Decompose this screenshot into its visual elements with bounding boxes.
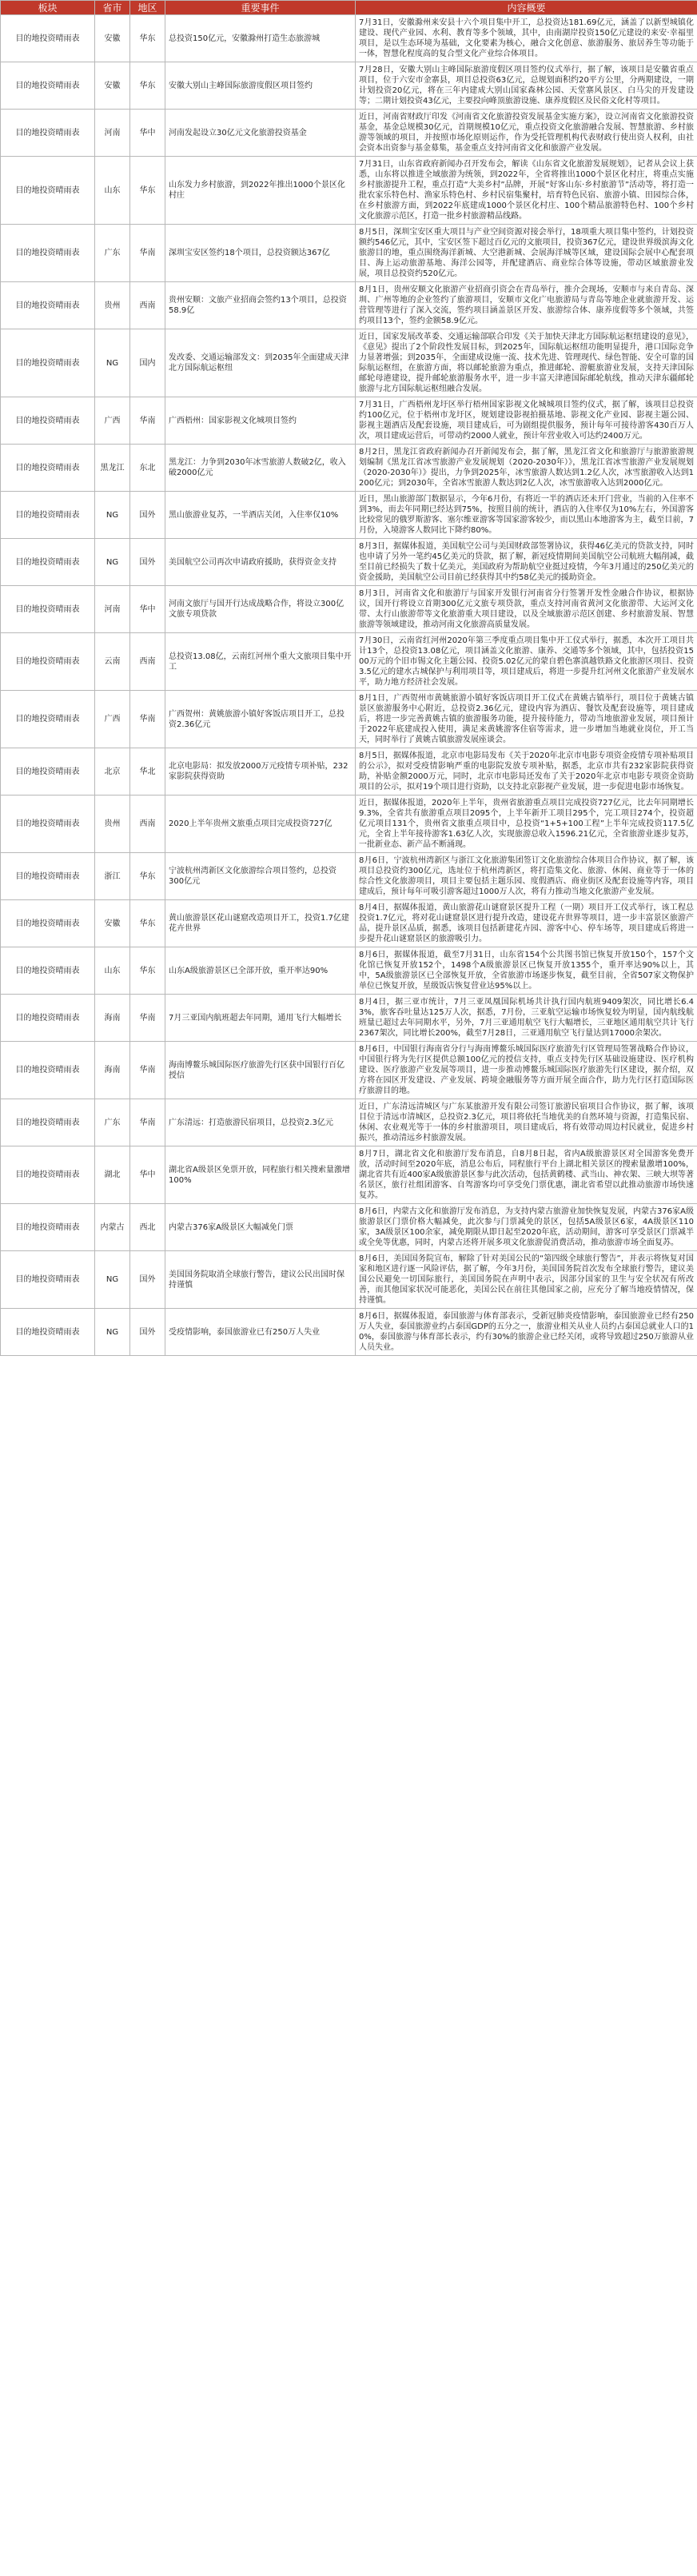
event-cell: 黑龙江：力争到2030年冰雪旅游人数破2亿，收入破2000亿元: [165, 445, 356, 492]
summary-cell: 7月28日，安徽大别山主峰国际旅游度假区项目签约仪式举行，据了解，该项目是安徽省重点项目，位于六安市金寨县，项目总投资63亿元，总规划面积约20平方公里，分两期建设，一期计划投资20亿元，将在三年内建成大别山国家森林公园、天堂寨风景区、白马尖的开发建设等；二期计划投资43亿元，主要投向峰顶旅游设施、康养度假区及民俗文化村等项目。: [356, 62, 697, 110]
event-cell: 总投资13.08亿，云南红河州个重大文旅项目集中开工: [165, 633, 356, 691]
region-cell: 华东: [130, 853, 165, 900]
sector-cell: 目的地投资晴雨表: [1, 445, 95, 492]
table-row: [1, 796, 697, 853]
event-cell: 贵州安顺：文旅产业招商会签约13个项目，总投资58.9亿: [165, 282, 356, 329]
event-cell: 2020上半年贵州文旅重点项目完成投资727亿: [165, 796, 356, 853]
summary-cell: 近日，黑山旅游部门数据显示，今年6月份，有将近一半的酒店还未开门营业，当前的入住率不到3%，而去年同期已经达到75%，按照目前的统计，酒店的入住率仅为10%左右，外国游客比较常见的俄罗斯游客、塞尔维亚游客等国家游客较少，而以黑山本地游客为主，截至目前，7月份，入境游客人数同比下降约80%。: [356, 492, 697, 539]
table-row: [1, 1309, 697, 1356]
table-row: [1, 586, 697, 633]
province-cell: 安徽: [95, 15, 130, 62]
header-sector: 板块: [1, 1, 95, 15]
region-cell: 华南: [130, 1099, 165, 1146]
sector-cell: 目的地投资晴雨表: [1, 282, 95, 329]
table-row: [1, 748, 697, 796]
event-cell: 湖北省A级景区免票开放，同程旅行相关搜索量激增100%: [165, 1146, 356, 1204]
sector-cell: 目的地投资晴雨表: [1, 157, 95, 225]
event-cell: 7月三亚国内航班超去年同期，通用飞行大幅增长: [165, 995, 356, 1042]
province-cell: 北京: [95, 748, 130, 796]
region-cell: 华南: [130, 397, 165, 445]
province-cell: 云南: [95, 633, 130, 691]
summary-cell: 7月31日，山东省政府新闻办召开发布会，解读《山东省文化旅游发展规划》，记者从会议上获悉，山东将以推进全域旅游为统领，到2022年，全省将推出1000个景区化村庄，将重点实施乡村旅游提升工程，重点打造“大美乡村”品牌，开展“好客山东·乡村旅游节”活动等，将打造一批农家乐特色村、渔家乐特色村、乡村民宿集聚村，培育特色民宿、旅游小镇、田园综合体，在乡村旅游方面，到2022年底建成1000个景区化村庄、100个精品旅游特色村、100个乡村文化旅游示范区，打造一批乡村旅游精品线路。: [356, 157, 697, 225]
summary-cell: 8月7日，湖北省文化和旅游厅发布消息，自8月8日起，省内A级旅游景区对全国游客免费开放，活动时间至2020年底，消息公布后，同程旅行平台上湖北相关景区的搜索量激增100%，湖北省共有近400家A级旅游景区参与此次活动，包括黄鹤楼、武当山、神农架、三峡大坝等著名景区，旅行社组团游客、自驾游客均可享受免门票优惠，湖北省希望以此推动旅游市场快速复苏。: [356, 1146, 697, 1204]
sector-cell: 目的地投资晴雨表: [1, 1309, 95, 1356]
summary-cell: 7月31日，安徽滁州来安县十六个项目集中开工，总投资达181.69亿元，涵盖了以新型城镇化建设、现代产业园、水利、教育等多个领域，其中，由南湖岸投资150亿元建设的来安·幸福里项目，是以生态环境为基础，文化要素为核心，融合文化创意、旅游服务、旅居养生等功能于一体，智慧化程度高的复合型文化产业综合体项目。: [356, 15, 697, 62]
sector-cell: 目的地投资晴雨表: [1, 748, 95, 796]
event-cell: 海南博鳌乐城国际医疗旅游先行区获中国银行百亿授信: [165, 1042, 356, 1099]
table-row: [1, 15, 697, 62]
summary-cell: 8月4日，据三亚市统计，7月三亚凤凰国际机场共计执行国内航班9409架次，同比增长6.43%，旅客吞吐量达125万人次，据悉，7月份，三亚航空运输市场恢复较为明显，国内航线航班量已超过去年同期水平，另外，7月三亚通用航空飞行大幅增长，三亚地区通用航空共计飞行2367架次，同比增长200%，截至7月28日，三亚通用航空飞行量达到17000余架次。: [356, 995, 697, 1042]
region-cell: 华南: [130, 225, 165, 282]
table-body: [1, 15, 697, 1356]
sector-cell: 目的地投资晴雨表: [1, 1204, 95, 1251]
event-cell: 受疫情影响，泰国旅游业已有250万人失业: [165, 1309, 356, 1356]
event-cell: 广西梧州：国家影视文化城项目签约: [165, 397, 356, 445]
region-cell: 华北: [130, 748, 165, 796]
event-cell: 黄山旅游景区花山谜窟改造项目开工，投资1.7亿建花卉世界: [165, 900, 356, 947]
event-cell: 宁波杭州湾新区文化旅游综合项目签约，总投资300亿元: [165, 853, 356, 900]
province-cell: NG: [95, 492, 130, 539]
table-row: [1, 329, 697, 397]
summary-cell: 8月6日，内蒙古文化和旅游厅发布消息，为支持内蒙古旅游业加快恢复发展，内蒙古376家A级旅游景区门票价格大幅减免，此次参与门票减免的景区，包括5A级景区6家，4A级景区110家，3A级景区100余家，减免期限从即日起至2020年底，活动期间，游客可享受景区门票减半或全免等优惠，同时，内蒙古还将开展多项文化旅游促消费活动，推动旅游市场全面复苏。: [356, 1204, 697, 1251]
summary-cell: 8月3日，河南省文化和旅游厅与国家开发银行河南省分行签署开发性金融合作协议，根据协议，国开行将设立首期300亿元文旅专项贷款，重点支持河南省黄河文化旅游带、大运河文化带、太行山旅游带等文化旅游重大项目建设，以及全域旅游示范区创建、乡村旅游发展、智慧旅游等领域建设，推动河南文化旅游高质量发展。: [356, 586, 697, 633]
sector-cell: 目的地投资晴雨表: [1, 586, 95, 633]
table-row: [1, 397, 697, 445]
province-cell: NG: [95, 329, 130, 397]
summary-cell: 8月1日，贵州安顺文化旅游产业招商引资会在青岛举行，推介会现场，安顺市与来自青岛、深圳、广州等地的企业签约了旅游项目，安顺市文化广电旅游局与青岛等地企业就旅游开发、运营管理等进行了深入交流，签约项目涵盖景区开发、旅游综合体、康养度假等多个领域，共签约项目13个，签约金额58.9亿元。: [356, 282, 697, 329]
province-cell: 海南: [95, 995, 130, 1042]
table-row: [1, 1204, 697, 1251]
summary-cell: 近日，广东清远清城区与广东某旅游开发有限公司签订旅游民宿项目合作协议，据了解，该项目位于清远市清城区，总投资2.3亿元，项目将依托当地优美的自然环境与资源，打造集民宿、休闲、农业观光等于一体的乡村旅游项目，项目建成后，将有效带动周边村民就业，促进乡村振兴，推动清远乡村旅游发展。: [356, 1099, 697, 1146]
region-cell: 东北: [130, 445, 165, 492]
region-cell: 西南: [130, 633, 165, 691]
sector-cell: 目的地投资晴雨表: [1, 1146, 95, 1204]
summary-cell: 8月1日，广西贺州市黄姚旅游小镇好客饭店项目开工仪式在黄姚古镇举行，项目位于黄姚古镇景区旅游服务中心附近，总投资2.36亿元，建设内容为酒店、餐饮及配套设施等，项目建成后，将进一步完善黄姚古镇的旅游服务功能，提升接待能力，带动当地旅游业发展，项目预计于2022年底建成投入使用，满足来黄姚游客住宿等需求，进一步增加当地就业岗位，开工当天，同时举行了黄姚古镇旅游发展座谈会。: [356, 691, 697, 748]
sector-cell: 目的地投资晴雨表: [1, 15, 95, 62]
sector-cell: 目的地投资晴雨表: [1, 62, 95, 110]
table-row: [1, 1042, 697, 1099]
region-cell: 华中: [130, 586, 165, 633]
sector-cell: 目的地投资晴雨表: [1, 853, 95, 900]
table-row: [1, 691, 697, 748]
summary-cell: 近日，据媒体报道，2020年上半年，贵州省旅游重点项目完成投资727亿元，比去年同期增长9.3%，全省共有旅游重点项目2095个，上半年新开工项目295个，完工项目274个，投资超亿元项目131个，贵州省文旅重点项目中，总投资“1+5+100工程”上半年完成投资117.5亿元，全省上半年接待游客1.63亿人次，实现旅游总收入1596.21亿元，全省旅游业逐步复苏，一批新业态、新产品不断涌现。: [356, 796, 697, 853]
region-cell: 华东: [130, 157, 165, 225]
table-row: [1, 539, 697, 586]
province-cell: 山东: [95, 947, 130, 995]
summary-cell: 8月6日，据媒体报道，截至7月31日，山东省154个公共图书馆已恢复开放150个，157个文化馆已恢复开放152个，1498个A级旅游景区已恢复开放1355个，重开率达90%以上，其中，5A级旅游景区已全部恢复开放，全省旅游市场逐步恢复，截至目前，全省507家文物保护单位已恢复开放，星级饭店恢复营业达95%以上。: [356, 947, 697, 995]
region-cell: 国外: [130, 1309, 165, 1356]
event-cell: 山东A级旅游景区已全部开放，重开率达90%: [165, 947, 356, 995]
sector-cell: 目的地投资晴雨表: [1, 633, 95, 691]
table-row: [1, 492, 697, 539]
event-cell: 河南发起设立30亿元文化旅游投资基金: [165, 110, 356, 157]
province-cell: 广东: [95, 225, 130, 282]
summary-cell: 7月30日，云南省红河州2020年第三季度重点项目集中开工仪式举行，据悉，本次开工项目共计13个，总投资13.08亿元，项目涵盖文化旅游、康养、交通等多个领域，其中，包括投资1500万元的个旧市锡文化主题公园、投资5.02亿元的蒙自碧色寨滇越铁路文化旅游区项目、投资3.5亿元的建水古城保护与利用项目等，项目建成后，将进一步提升红河州文化旅游产业发展水平，助力地方经济社会发展。: [356, 633, 697, 691]
event-cell: 广西贺州：黄姚旅游小镇好客饭店项目开工，总投资2.36亿元: [165, 691, 356, 748]
summary-cell: 8月6日，据媒体报道，泰国旅游与体育部表示，受新冠肺炎疫情影响，泰国旅游业已经有250万人失业，泰国旅游业约占泰国GDP的五分之一，旅游业相关从业人员约占泰国总就业人口的10%，泰国旅游与体育部长表示，约有30%的旅游企业已经关闭，或将导致超过250万旅游从业人员失业。: [356, 1309, 697, 1356]
sector-cell: 目的地投资晴雨表: [1, 1251, 95, 1309]
table-row: [1, 445, 697, 492]
table-row: [1, 633, 697, 691]
province-cell: 广西: [95, 691, 130, 748]
region-cell: 西南: [130, 796, 165, 853]
region-cell: 华中: [130, 1146, 165, 1204]
table-row: [1, 62, 697, 110]
region-cell: 华南: [130, 1042, 165, 1099]
header-summary: 内容概要: [356, 1, 697, 15]
summary-cell: 7月31日，广西梧州龙圩区举行梧州国家影视文化城城项目签约仪式，据了解，该项目总投资约100亿元，位于梧州市龙圩区，规划建设影视拍摄基地、影视文化产业园、影视主题公园、影视主题酒店及配套设施，项目建成后，可为剧组提供服务，预计每年可接待游客430百万人次，项目建成运营后，可带动约2000人就业，预计年营业收入可达约2400万元。: [356, 397, 697, 445]
summary-cell: 8月5日，深圳宝安区重大项目与产业空间资源对接会举行，18项重大项目集中签约，计划投资额约546亿元，其中，宝安区签下超过百亿元的文旅项目，投资367亿元，建设世界级滨海文化旅游目的地，重点围绕海洋新城、大空港新城、会展海洋城等区域，建设国际会展中心配套项目、海上运动旅游基地、海洋公园等，并配建酒店、商业综合体等设施，带动区域旅游业发展，项目总投资约520亿元。: [356, 225, 697, 282]
table-row: [1, 853, 697, 900]
summary-cell: 近日，河南省财政厅印发《河南省文化旅游投资发展基金实施方案》，设立河南省文化旅游投资基金，基金总规模30亿元，首期规模10亿元，重点投资文化旅游融合发展、智慧旅游、乡村旅游等领域的项目，并按照市场化原则运作，作为受托管理机构代表财政行使出资人权利，由社会资本出资参与基金募集，基金重点支持河南省文化和旅游产业发展。: [356, 110, 697, 157]
header-region: 地区: [130, 1, 165, 15]
province-cell: NG: [95, 1309, 130, 1356]
region-cell: 华东: [130, 15, 165, 62]
region-cell: 国外: [130, 539, 165, 586]
province-cell: 海南: [95, 1042, 130, 1099]
province-cell: NG: [95, 539, 130, 586]
table-row: [1, 947, 697, 995]
sector-cell: 目的地投资晴雨表: [1, 1042, 95, 1099]
event-cell: 河南文旅厅与国开行达成战略合作，将设立300亿文旅专项贷款: [165, 586, 356, 633]
table-row: [1, 900, 697, 947]
sector-cell: 目的地投资晴雨表: [1, 796, 95, 853]
region-cell: 西南: [130, 282, 165, 329]
event-cell: 总投资150亿元，安徽滁州打造生态旅游城: [165, 15, 356, 62]
header-event: 重要事件: [165, 1, 356, 15]
summary-cell: 8月6日，宁波杭州湾新区与浙江文化旅游集团签订文化旅游综合体项目合作协议，据了解，该项目总投资约300亿元，选址位于杭州湾新区，将打造集文化、旅游、休闲、商业等于一体的综合性文化旅游项目，项目主要包括主题乐园、度假酒店、商业街区及配套设施等内容，项目建成后，预计每年可吸引游客超过1000万人次，将有力推动当地文化旅游产业发展。: [356, 853, 697, 900]
event-cell: 美国国务院取消全球旅行警告，建议公民出国时保持谨慎: [165, 1251, 356, 1309]
table-row: [1, 1099, 697, 1146]
region-cell: 华东: [130, 900, 165, 947]
event-cell: 广东清远：打造旅游民宿项目，总投资2.3亿元: [165, 1099, 356, 1146]
region-cell: 华东: [130, 62, 165, 110]
sector-cell: 目的地投资晴雨表: [1, 947, 95, 995]
summary-cell: 8月2日，黑龙江省政府新闻办召开新闻发布会，据了解，黑龙江省文化和旅游厅与旅游旅游规划编制《黑龙江省冰雪旅游产业发展规划（2020-2030年）》，黑龙江省冰雪旅游产业发展规划（2020-2030年）》提出，力争到2025年，冰雪旅游人数达到1.2亿人次，冰雪旅游收入达到1200亿元；到2030年，全省冰雪旅游人数达到2亿人次，冰雪旅游收入达到2000亿元。: [356, 445, 697, 492]
region-cell: 华南: [130, 691, 165, 748]
event-cell: 美国航空公司再次申请政府援助，获得资金支持: [165, 539, 356, 586]
province-cell: 安徽: [95, 62, 130, 110]
sector-cell: 目的地投资晴雨表: [1, 492, 95, 539]
province-cell: 浙江: [95, 853, 130, 900]
sector-cell: 目的地投资晴雨表: [1, 539, 95, 586]
event-cell: 黑山旅游业复苏，一半酒店关闭，入住率仅10%: [165, 492, 356, 539]
sector-cell: 目的地投资晴雨表: [1, 1099, 95, 1146]
province-cell: 内蒙古: [95, 1204, 130, 1251]
sector-cell: 目的地投资晴雨表: [1, 691, 95, 748]
province-cell: 河南: [95, 586, 130, 633]
event-cell: 发改委、交通运输部发文：到2035年全面建成天津北方国际航运枢纽: [165, 329, 356, 397]
region-cell: 华南: [130, 995, 165, 1042]
province-cell: 广西: [95, 397, 130, 445]
table-row: [1, 1146, 697, 1204]
sector-cell: 目的地投资晴雨表: [1, 397, 95, 445]
table-row: [1, 110, 697, 157]
region-cell: 华东: [130, 947, 165, 995]
table-row: [1, 282, 697, 329]
province-cell: 安徽: [95, 900, 130, 947]
header-province: 省市: [95, 1, 130, 15]
province-cell: 河南: [95, 110, 130, 157]
sector-cell: 目的地投资晴雨表: [1, 110, 95, 157]
summary-cell: 8月6日，中国银行海南省分行与海南博鳌乐城国际医疗旅游先行区管理局签署战略合作协议，中国银行将为先行区提供总额100亿元的授信支持，重点支持先行区基础设施建设、医疗机构建设、医疗旅游产业发展等项目，进一步推动博鳌乐城国际医疗旅游先行区建设，据介绍，双方将在园区开发建设、产业发展、跨境金融服务等方面开展全面合作，助力先行区打造国际医疗旅游目的地。: [356, 1042, 697, 1099]
summary-cell: 8月5日，据媒体报道，北京市电影局发布《关于2020年北京市电影专项资金疫情专项补贴项目的公示》，拟对受疫情影响严重的电影院发放专项补贴，据悉，北京市共有232家影院获得资助，补贴金额2000万元，同时，北京市电影局还发布了关于2020年北京市电影专项资金资助项目的公示，拟对19个项目进行资助，以支持北京影视产业发展，进一步促进电影市场恢复。: [356, 748, 697, 796]
event-cell: 内蒙古376家A级景区大幅减免门票: [165, 1204, 356, 1251]
sector-cell: 目的地投资晴雨表: [1, 995, 95, 1042]
province-cell: NG: [95, 1251, 130, 1309]
region-cell: 国外: [130, 492, 165, 539]
summary-cell: 8月4日，据媒体报道，黄山旅游花山谜窟景区提升工程（一期）项目开工仪式举行，该工程总投资1.7亿元，将对花山谜窟景区进行提升改造，建设花卉世界等项目，进一步丰富景区旅游产品，提升景区品质，据悉，该项目包括新建花卉园、游客中心、停车场等，项目建成后将进一步提升花山谜窟景区的旅游吸引力。: [356, 900, 697, 947]
table-header-row: [1, 1, 697, 15]
sector-cell: 目的地投资晴雨表: [1, 329, 95, 397]
sector-cell: 目的地投资晴雨表: [1, 225, 95, 282]
event-cell: 深圳宝安区签约18个项目，总投资额达367亿: [165, 225, 356, 282]
event-cell: 北京电影局：拟发放2000万元疫情专项补贴，232家影院获得资助: [165, 748, 356, 796]
region-cell: 西北: [130, 1204, 165, 1251]
table-row: [1, 1251, 697, 1309]
table-row: [1, 995, 697, 1042]
province-cell: 贵州: [95, 282, 130, 329]
province-cell: 贵州: [95, 796, 130, 853]
region-cell: 华中: [130, 110, 165, 157]
table-row: [1, 225, 697, 282]
province-cell: 山东: [95, 157, 130, 225]
summary-cell: 近日，国家发展改革委、交通运输部联合印发《关于加快天津北方国际航运枢纽建设的意见》，《意见》提出了2个阶段性发展目标，到2025年，国际航运枢纽功能明显提升，港口国际竞争力显著增强；到2035年，全面建成设施一流、技术先进、管理现代、绿色智能、安全可靠的国际航运枢纽，在旅游方面，将以邮轮旅游为重点，推进邮轮、游艇旅游业发展，支持天津国际邮轮母港建设，提升邮轮旅游服务水平，进一步丰富天津港国际邮轮航线，推动天津东疆邮轮旅游与北方国际航运枢纽融合发展。: [356, 329, 697, 397]
summary-cell: 8月6日，美国国务院宣布，解除了针对美国公民的“第四级全球旅行警告”，并表示将恢复对国家和地区进行逐一风险评估，据了解，今年3月份，美国国务院首次发布全球旅行警告，建议美国公民避免一切国际旅行，美国国务院在声明中表示，因部分国家的卫生与安全状况有所改善，而其他国家状况可能恶化，美国公民在前往其他国家之前，应充分了解当地疫情情况，保持谨慎。: [356, 1251, 697, 1309]
region-cell: 国外: [130, 1251, 165, 1309]
province-cell: 湖北: [95, 1146, 130, 1204]
province-cell: 广东: [95, 1099, 130, 1146]
event-cell: 山东发力乡村旅游，到2022年推出1000个景区化村庄: [165, 157, 356, 225]
province-cell: 黑龙江: [95, 445, 130, 492]
summary-cell: 8月3日，据媒体报道，美国航空公司与美国财政部签署协议，获得46亿美元的贷款支持，同时也申请了另外一笔约45亿美元的贷款，据了解，新冠疫情期间美国航空公司航班大幅削减，截至目前已经损失了数十亿美元，美国政府为帮助航空业挺过疫情，今年3月通过的250亿美元的资金援助，美国航空公司目前已经获得其中约58亿美元的援助资金。: [356, 539, 697, 586]
sector-cell: 目的地投资晴雨表: [1, 900, 95, 947]
table-row: [1, 157, 697, 225]
event-cell: 安徽大别山主峰国际旅游度假区项目签约: [165, 62, 356, 110]
region-cell: 国内: [130, 329, 165, 397]
